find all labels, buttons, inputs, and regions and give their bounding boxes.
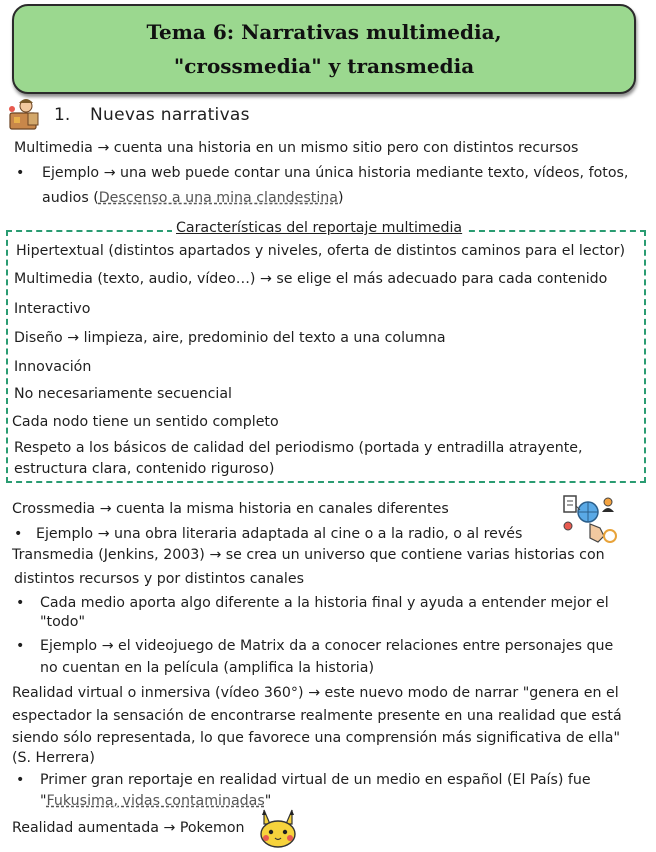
fukusima-link[interactable]: Fukusima, vidas contaminadas [46, 793, 265, 809]
feature-item: estructura clara, contenido riguroso) [14, 461, 275, 477]
vr-line-3: siendo sólo representada, lo que favorece una comprensión más significativa de ella" [12, 730, 621, 746]
ar-text: Realidad aumentada → Pokemon [12, 820, 245, 836]
vr-line-1: Realidad virtual o inmersiva (vídeo 360°) → este nuevo modo de narrar "genera en el [12, 685, 619, 701]
transmedia-bullet-1-line-2: "todo" [40, 614, 85, 630]
section-number: 1. [54, 105, 71, 125]
descenso-link[interactable]: Descenso a una mina clandestina [98, 190, 338, 206]
crossmedia-definition: Crossmedia → cuenta la misma historia en canales diferentes [12, 501, 449, 517]
title-banner [12, 4, 636, 94]
bullet: • [14, 526, 23, 542]
feature-item: Diseño → limpieza, aire, predominio del texto a una columna [14, 330, 446, 346]
example-suffix: ) [338, 190, 344, 206]
feature-item: No necesariamente secuencial [14, 386, 232, 402]
feature-item: Multimedia (texto, audio, vídeo…) → se elige el más adecuado para cada contenido [14, 271, 608, 287]
feature-item: Innovación [14, 359, 92, 375]
quote-open: " [40, 793, 47, 809]
feature-item: Respeto a los básicos de calidad del periodismo (portada y entradilla atrayente, [14, 440, 583, 456]
features-box-title: Características del reportaje multimedia [172, 220, 466, 236]
vr-bullet-line-1: Primer gran reportaje en realidad virtual de un medio en español (El País) fue [40, 772, 591, 788]
multimedia-definition: Multimedia → cuenta una historia en un mismo sitio pero con distintos recursos [14, 140, 579, 156]
title-line-1: Tema 6: Narrativas multimedia, [146, 20, 502, 44]
bullet: • [16, 165, 25, 181]
title-line-2: "crossmedia" y transmedia [173, 54, 475, 78]
transmedia-bullet-2-line-2: no cuentan en la película (amplifica la historia) [40, 660, 374, 676]
transmedia-bullet-1-line-1: Cada medio aporta algo diferente a la historia final y ayuda a entender mejor el [40, 595, 609, 611]
feature-item: Cada nodo tiene un sentido completo [12, 414, 279, 430]
vr-line-2: espectador la sensación de encontrarse realmente presente en una realidad que está [12, 708, 622, 724]
section-heading [6, 98, 250, 132]
multimedia-example-line-2 [42, 190, 344, 206]
quote-close: " [264, 793, 272, 809]
section-title: Nuevas narrativas [90, 105, 250, 125]
vr-line-4: (S. Herrera) [12, 750, 95, 766]
explorer-icon [6, 95, 42, 135]
bullet: • [16, 595, 25, 611]
pikachu-icon [256, 808, 300, 852]
example-prefix: audios ( [42, 190, 99, 206]
bullet: • [16, 772, 25, 788]
media-network-icon [560, 494, 620, 550]
crossmedia-example: Ejemplo → una obra literaria adaptada al cine o a la radio, o al revés [36, 526, 523, 542]
vr-bullet-line-2 [40, 793, 271, 809]
bullet: • [16, 638, 25, 654]
transmedia-bullet-2-line-1: Ejemplo → el videojuego de Matrix da a conocer relaciones entre personajes que [40, 638, 614, 654]
multimedia-example-line-1: Ejemplo → una web puede contar una única historia mediante texto, vídeos, fotos, [42, 165, 629, 181]
transmedia-line-2: distintos recursos y por distintos canales [14, 571, 304, 587]
transmedia-line-1: Transmedia (Jenkins, 2003) → se crea un universo que contiene varias historias con [12, 547, 605, 563]
feature-item: Interactivo [14, 301, 91, 317]
feature-item: Hipertextual (distintos apartados y niveles, oferta de distintos caminos para el lector) [16, 243, 626, 259]
